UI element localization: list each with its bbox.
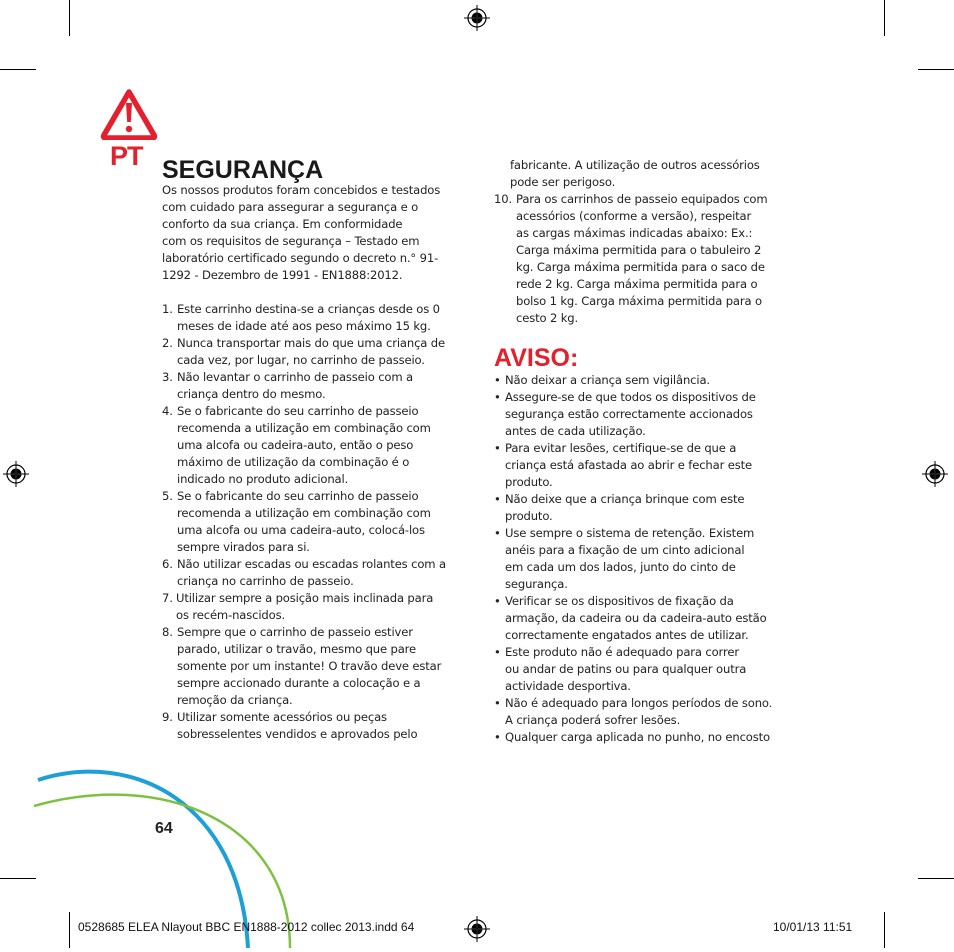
item-number: 3. xyxy=(162,370,173,384)
list-item xyxy=(162,488,472,556)
text-line: Utilizar sempre a posição mais inclinada para xyxy=(176,591,434,605)
crop-mark xyxy=(918,69,954,70)
safety-right-column xyxy=(494,157,794,327)
text-line: indicado no produto adicional. xyxy=(177,472,349,486)
list-item xyxy=(494,491,804,525)
text-line: Utilizar somente acessórios ou peças xyxy=(177,710,387,724)
text-line: Não é adequado para longos períodos de sono. xyxy=(505,696,773,710)
warning-heading: AVISO: xyxy=(494,344,579,372)
text-line: máximo de utilização da combinação é o xyxy=(177,455,410,469)
list-item xyxy=(162,709,472,743)
bullet-icon: • xyxy=(494,594,501,608)
text-line: Não levantar o carrinho de passeio com a xyxy=(177,370,414,384)
safety-heading: SEGURANÇA xyxy=(162,156,324,184)
text-line: laboratório certificado segundo o decreto n.° 91- xyxy=(162,251,439,265)
list-item xyxy=(494,593,804,644)
registration-mark-icon xyxy=(464,916,490,942)
text-line: cesto 2 kg. xyxy=(516,311,579,325)
text-line: Verificar se os dispositivos de fixação da xyxy=(505,594,734,608)
text-line: 1292 - Dezembro de 1991 - EN1888:2012. xyxy=(162,268,403,282)
registration-mark-icon xyxy=(3,461,29,487)
text-line: recomenda a utilização em combinação com xyxy=(177,421,431,435)
list-item xyxy=(494,729,804,746)
text-line: com cuidado para assegurar a segurança e o xyxy=(162,200,419,214)
text-line: Este produto não é adequado para correr xyxy=(505,645,739,659)
text-line: ou andar de patins ou para qualquer outra xyxy=(505,662,747,676)
slug-filename: 0528685 ELEA Nlayout BBC EN1888-2012 collec 2013.indd 64 xyxy=(78,920,415,934)
text-line: correctamente engatados antes de utilizar. xyxy=(505,628,749,642)
bullet-icon: • xyxy=(494,730,501,744)
text-line: Este carrinho destina-se a crianças desde os 0 xyxy=(177,302,440,316)
warning-triangle-icon xyxy=(100,88,158,140)
crop-mark xyxy=(69,0,70,36)
text-line: remoção da criança. xyxy=(177,693,293,707)
text-line: Não deixar a criança sem vigilância. xyxy=(505,373,710,387)
bullet-icon: • xyxy=(494,492,501,506)
text-line: Os nossos produtos foram concebidos e testados xyxy=(162,183,441,197)
list-item xyxy=(162,335,472,369)
list-item xyxy=(494,191,794,327)
text-line: recomenda a utilização em combinação com xyxy=(177,506,431,520)
text-line: segurança. xyxy=(505,577,568,591)
list-item xyxy=(162,301,472,335)
language-code: PT xyxy=(110,141,143,171)
bullet-icon: • xyxy=(494,526,501,540)
list-item xyxy=(162,369,472,403)
item-number: 1. xyxy=(162,302,173,316)
text-line: Nunca transportar mais do que uma criança de xyxy=(177,336,445,350)
text-line: sempre accionado durante a colocação e a xyxy=(177,676,421,690)
text-line: anéis para a fixação de um cinto adicional xyxy=(505,543,745,557)
item-number: 7. xyxy=(162,591,173,605)
list-item xyxy=(494,389,804,440)
bullet-icon: • xyxy=(494,390,501,404)
item-number: 5. xyxy=(162,489,173,503)
warning-bullet-list xyxy=(494,372,804,746)
text-line: Se o fabricante do seu carrinho de passeio xyxy=(177,489,419,503)
safety-intro xyxy=(162,182,472,284)
text-line: criança dentro do mesmo. xyxy=(177,387,326,401)
text-line: A criança poderá sofrer lesões. xyxy=(505,713,681,727)
registration-mark-icon xyxy=(922,461,948,487)
text-line: produto. xyxy=(505,509,553,523)
item-number: 6. xyxy=(162,557,173,571)
list-item xyxy=(494,644,804,695)
warning-list-column xyxy=(494,372,804,746)
crop-mark xyxy=(0,69,36,70)
text-line: uma alcofa ou uma cadeira-auto, colocá-los xyxy=(177,523,425,537)
text-line: sobresselentes vendidos e aprovados pelo xyxy=(177,727,418,741)
text-line: Assegure-se de que todos os dispositivos de xyxy=(505,390,756,404)
list-item xyxy=(494,440,804,491)
text-line: produto. xyxy=(505,475,553,489)
registration-mark-icon xyxy=(464,5,490,31)
slug-datetime: 10/01/13 11:51 xyxy=(773,920,853,934)
text-line: Use sempre o sistema de retenção. Existem xyxy=(505,526,755,540)
safety-left-column xyxy=(162,182,472,743)
item-number: 2. xyxy=(162,336,173,350)
text-line: as cargas máximas indicadas abaixo: Ex.: xyxy=(516,226,753,240)
crop-mark xyxy=(918,878,954,879)
text-line: parado, utilizar o travão, mesmo que pare xyxy=(177,642,417,656)
text-line: Para evitar lesões, certifique-se de que a xyxy=(505,441,737,455)
bullet-icon: • xyxy=(494,373,501,387)
text-line: cada vez, por lugar, no carrinho de passeio. xyxy=(177,353,425,367)
text-line: criança no carrinho de passeio. xyxy=(177,574,354,588)
list-item xyxy=(162,590,472,624)
text-line: meses de idade até aos peso máximo 15 kg. xyxy=(177,319,431,333)
text-line: com os requisitos de segurança – Testado em xyxy=(162,234,420,248)
text-line: Sempre que o carrinho de passeio estiver xyxy=(177,625,413,639)
text-line: Se o fabricante do seu carrinho de passeio xyxy=(177,404,419,418)
text-line: Carga máxima permitida para o tabuleiro 2 xyxy=(516,243,762,257)
text-line: Não deixe que a criança brinque com este xyxy=(505,492,745,506)
text-line: bolso 1 kg. Carga máxima permitida para o xyxy=(516,294,762,308)
item-number: 4. xyxy=(162,404,173,418)
text-line: os recém-nascidos. xyxy=(176,608,286,622)
text-line: rede 2 kg. Carga máxima permitida para o xyxy=(516,277,758,291)
bullet-icon: • xyxy=(494,441,501,455)
crop-mark xyxy=(884,912,885,948)
text-line: uma alcofa ou cadeira-auto, então o peso xyxy=(177,438,414,452)
crop-mark xyxy=(884,0,885,36)
list-item xyxy=(494,372,804,389)
list-item xyxy=(162,403,472,488)
list-item xyxy=(162,624,472,709)
list-item xyxy=(494,525,804,593)
text-line: sempre virados para si. xyxy=(177,540,310,554)
text-line: kg. Carga máxima permitida para o saco de xyxy=(516,260,765,274)
text-line: em cada um dos lados, junto do cinto de xyxy=(505,560,736,574)
list-item xyxy=(494,695,804,729)
text-line: antes de cada utilização. xyxy=(505,424,646,438)
text-line: actividade desportiva. xyxy=(505,679,631,693)
text-line: fabricante. A utilização de outros acessórios xyxy=(510,158,760,172)
safety-numbered-list xyxy=(162,301,472,743)
text-line: Não utilizar escadas ou escadas rolantes com a xyxy=(177,557,446,571)
item-number: 10. xyxy=(494,192,512,206)
item-number: 8. xyxy=(162,625,173,639)
page-number: 64 xyxy=(155,820,173,837)
text-line: segurança estão correctamente accionados xyxy=(505,407,753,421)
bullet-icon: • xyxy=(494,645,501,659)
bullet-icon: • xyxy=(494,696,501,710)
item-9-continued xyxy=(494,157,794,191)
text-line: somente por um instante! O travão deve estar xyxy=(177,659,442,673)
text-line: Qualquer carga aplicada no punho, no encosto xyxy=(505,730,770,744)
text-line: conforto da sua criança. Em conformidade xyxy=(162,217,403,231)
text-line: armação, da cadeira ou da cadeira-auto estão xyxy=(505,611,767,625)
text-line: pode ser perigoso. xyxy=(510,175,616,189)
text-line: acessórios (conforme a versão), respeitar xyxy=(516,209,752,223)
text-line: criança está afastada ao abrir e fechar este xyxy=(505,458,752,472)
text-line: Para os carrinhos de passeio equipados com xyxy=(516,192,768,206)
item-number: 9. xyxy=(162,710,173,724)
list-item xyxy=(162,556,472,590)
